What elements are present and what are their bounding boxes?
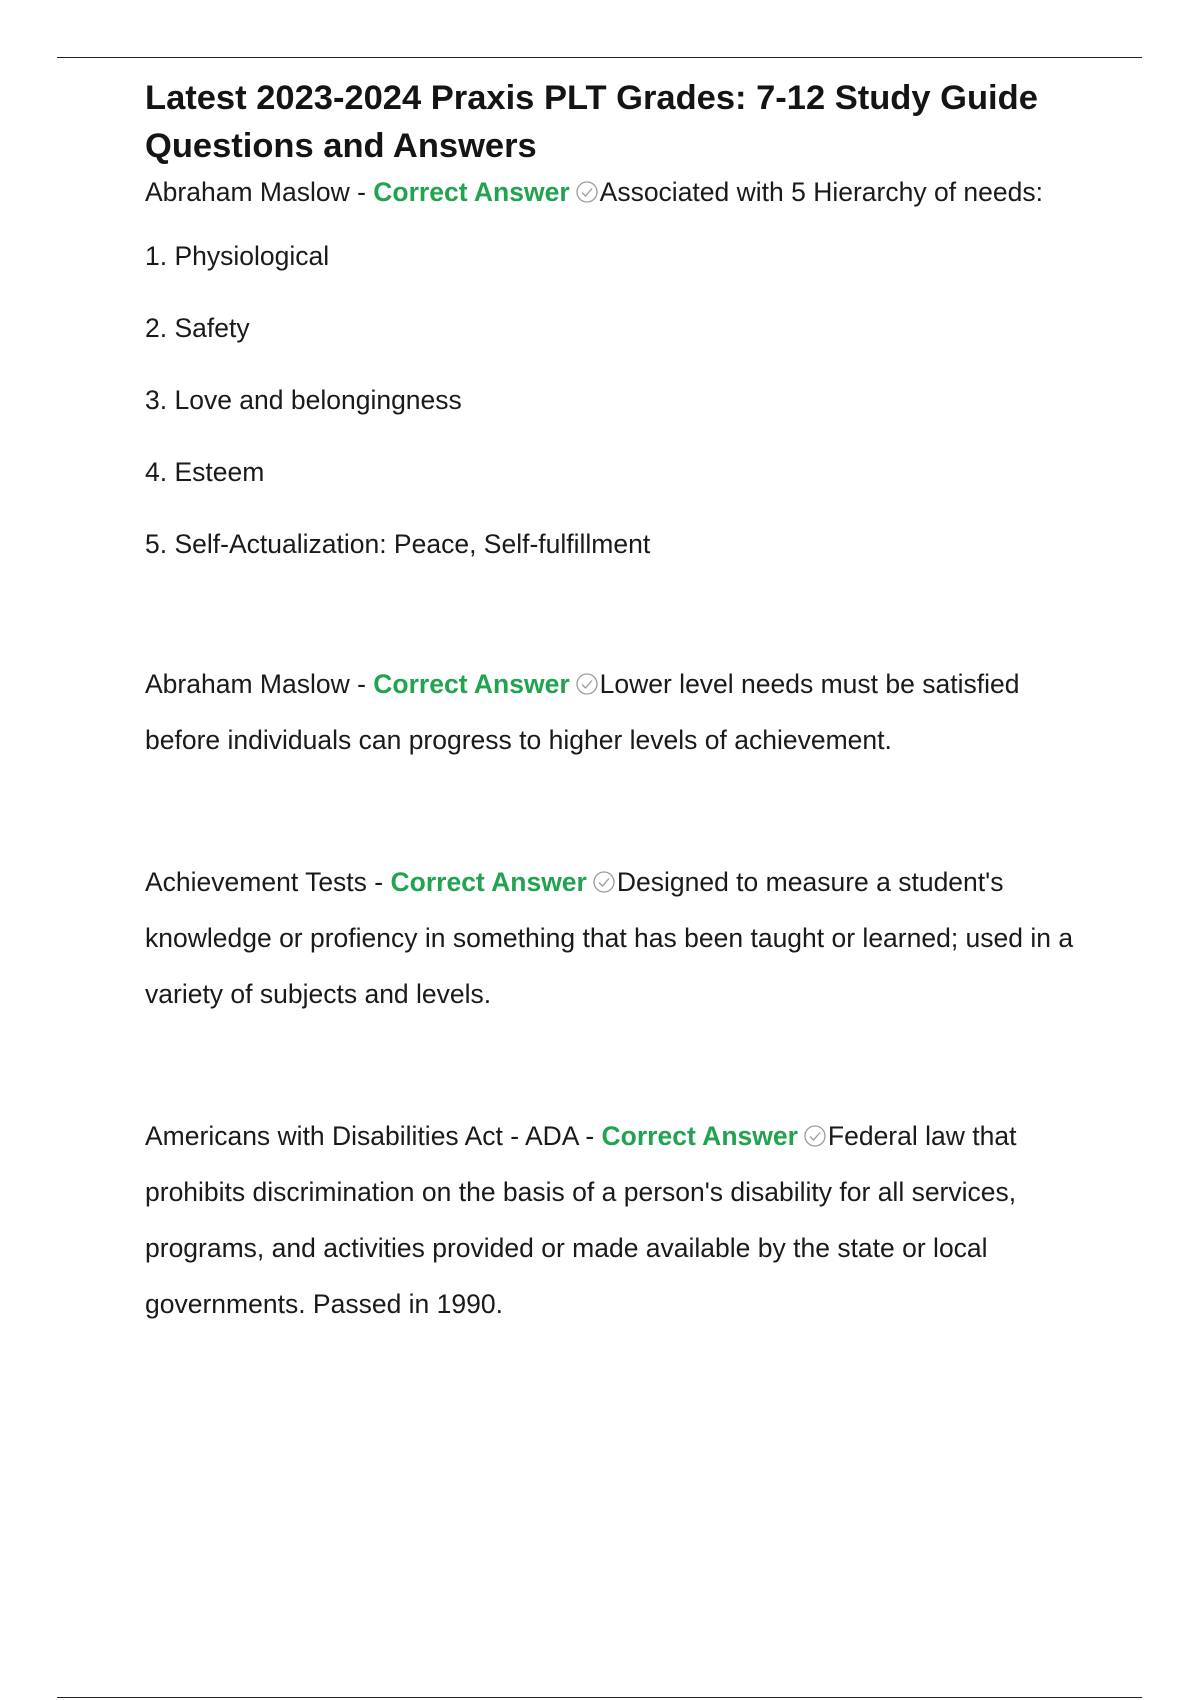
list-item: 2. Safety [145,313,250,343]
list-item: 4. Esteem [145,457,265,487]
entry-answer: Federal law that prohibits discrimination on the basis of a person's disability for all services, programs, and activities provided or made available by the state or local governments. Passed in 1990. [145,1121,1017,1319]
separator: - [349,177,374,207]
entry-term: Abraham Maslow [145,669,350,699]
qa-entry [145,1108,1085,1332]
qa-entry [145,854,1085,1022]
list-item: 1. Physiological [145,241,330,271]
entry-line [145,656,1085,768]
separator: - [349,669,374,699]
separator: - [366,867,391,897]
entry-answer: Lower level needs must be satisfied before individuals can progress to higher levels of achievement. [145,669,1020,755]
check-circle-icon [575,180,599,204]
check-circle-icon [575,672,599,696]
correct-answer-label: Correct Answer [390,867,587,897]
entry-answer: Designed to measure a student's knowledge or profiency in something that has been taught or learned; used in a variety of subjects and levels. [145,867,1074,1009]
hierarchy-list [145,236,1085,564]
entry-line [145,854,1085,1022]
list-item: 3. Love and belongingness [145,385,462,415]
correct-answer-label: Correct Answer [373,177,570,207]
bottom-rule [57,1697,1142,1698]
top-rule [57,57,1142,58]
list-item: 5. Self-Actualization: Peace, Self-fulfillment [145,529,651,559]
entry-line [145,1108,1085,1332]
check-circle-icon [803,1124,827,1148]
qa-entry [145,164,1085,564]
separator: - [577,1121,602,1151]
entry-answer: Associated with 5 Hierarchy of needs: [599,177,1043,207]
document-title: Latest 2023-2024 Praxis PLT Grades: 7-12 Study Guide Questions and Answers [145,79,1038,165]
correct-answer-label: Correct Answer [373,669,570,699]
document-content [145,74,1085,1332]
entry-term: Americans with Disabilities Act - ADA [145,1121,578,1151]
entry-term: Abraham Maslow [145,177,350,207]
qa-entry [145,656,1085,768]
correct-answer-label: Correct Answer [601,1121,798,1151]
entry-line [145,164,1085,220]
check-circle-icon [592,870,616,894]
entry-term: Achievement Tests [145,867,367,897]
